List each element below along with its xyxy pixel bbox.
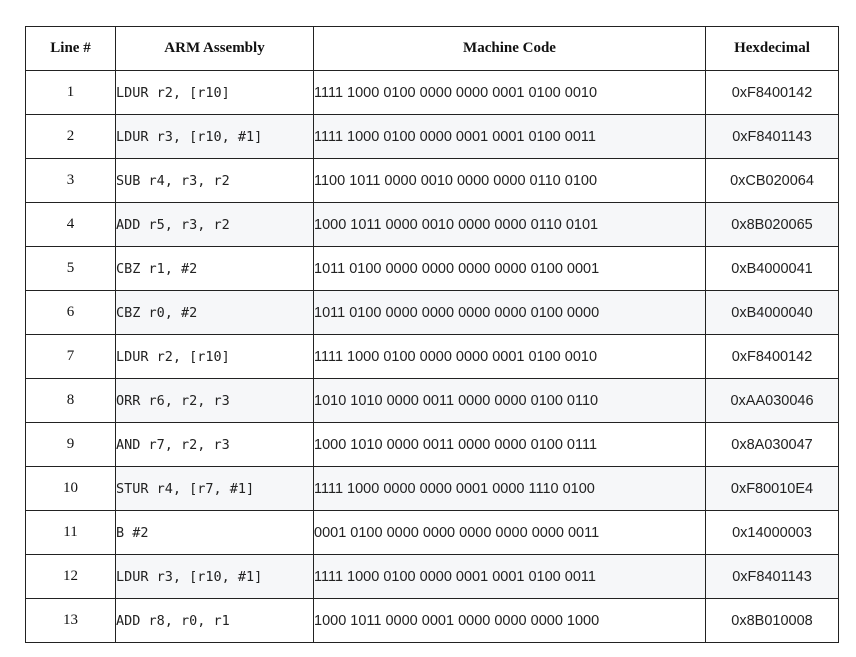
hex-cell: 0xF80010E4 (706, 467, 839, 511)
machine-code-cell: 1111 1000 0000 0000 0001 0000 1110 0100 (314, 467, 706, 511)
hex-cell: 0x14000003 (706, 511, 839, 555)
header-arm-assembly: ARM Assembly (116, 27, 314, 71)
line-number-cell: 5 (26, 247, 116, 291)
machine-code-cell: 0001 0100 0000 0000 0000 0000 0000 0011 (314, 511, 706, 555)
table-row (26, 115, 839, 159)
table-row (26, 511, 839, 555)
header-row (26, 27, 839, 71)
line-number-cell: 4 (26, 203, 116, 247)
hex-cell: 0xF8401143 (706, 555, 839, 599)
assembly-cell: SUB r4, r3, r2 (116, 159, 314, 203)
machine-code-cell: 1111 1000 0100 0000 0000 0001 0100 0010 (314, 335, 706, 379)
line-number-cell: 13 (26, 599, 116, 643)
header-line-number: Line # (26, 27, 116, 71)
table-row (26, 159, 839, 203)
line-number-cell: 9 (26, 423, 116, 467)
table-row (26, 71, 839, 115)
assembly-cell: CBZ r0, #2 (116, 291, 314, 335)
line-number-cell: 12 (26, 555, 116, 599)
table-row (26, 379, 839, 423)
hex-cell: 0xB4000041 (706, 247, 839, 291)
machine-code-cell: 1111 1000 0100 0000 0001 0001 0100 0011 (314, 115, 706, 159)
assembly-cell: LDUR r3, [r10, #1] (116, 115, 314, 159)
table-row (26, 335, 839, 379)
hex-cell: 0xF8400142 (706, 71, 839, 115)
header-machine-code: Machine Code (314, 27, 706, 71)
line-number-cell: 3 (26, 159, 116, 203)
table-row (26, 467, 839, 511)
assembly-cell: ADD r5, r3, r2 (116, 203, 314, 247)
line-number-cell: 1 (26, 71, 116, 115)
hex-cell: 0xB4000040 (706, 291, 839, 335)
machine-code-cell: 1000 1011 0000 0001 0000 0000 0000 1000 (314, 599, 706, 643)
machine-code-cell: 1111 1000 0100 0000 0000 0001 0100 0010 (314, 71, 706, 115)
assembly-cell: STUR r4, [r7, #1] (116, 467, 314, 511)
assembly-cell: LDUR r2, [r10] (116, 71, 314, 115)
line-number-cell: 10 (26, 467, 116, 511)
hex-cell: 0xCB020064 (706, 159, 839, 203)
assembly-cell: B #2 (116, 511, 314, 555)
hex-cell: 0xAA030046 (706, 379, 839, 423)
table-row (26, 247, 839, 291)
line-number-cell: 8 (26, 379, 116, 423)
machine-code-cell: 1100 1011 0000 0010 0000 0000 0110 0100 (314, 159, 706, 203)
line-number-cell: 6 (26, 291, 116, 335)
assembly-cell: AND r7, r2, r3 (116, 423, 314, 467)
hex-cell: 0xF8400142 (706, 335, 839, 379)
hex-cell: 0x8B020065 (706, 203, 839, 247)
machine-code-cell: 1111 1000 0100 0000 0001 0001 0100 0011 (314, 555, 706, 599)
assembly-cell: LDUR r3, [r10, #1] (116, 555, 314, 599)
header-hexadecimal: Hexdecimal (706, 27, 839, 71)
table-row (26, 599, 839, 643)
machine-code-cell: 1010 1010 0000 0011 0000 0000 0100 0110 (314, 379, 706, 423)
assembly-cell: CBZ r1, #2 (116, 247, 314, 291)
assembly-cell: ORR r6, r2, r3 (116, 379, 314, 423)
line-number-cell: 7 (26, 335, 116, 379)
arm-instruction-table (25, 26, 839, 643)
assembly-cell: ADD r8, r0, r1 (116, 599, 314, 643)
line-number-cell: 11 (26, 511, 116, 555)
table-row (26, 423, 839, 467)
table-row (26, 203, 839, 247)
assembly-cell: LDUR r2, [r10] (116, 335, 314, 379)
machine-code-cell: 1000 1011 0000 0010 0000 0000 0110 0101 (314, 203, 706, 247)
hex-cell: 0xF8401143 (706, 115, 839, 159)
hex-cell: 0x8A030047 (706, 423, 839, 467)
machine-code-cell: 1011 0100 0000 0000 0000 0000 0100 0000 (314, 291, 706, 335)
machine-code-cell: 1011 0100 0000 0000 0000 0000 0100 0001 (314, 247, 706, 291)
table-row (26, 555, 839, 599)
hex-cell: 0x8B010008 (706, 599, 839, 643)
machine-code-cell: 1000 1010 0000 0011 0000 0000 0100 0111 (314, 423, 706, 467)
line-number-cell: 2 (26, 115, 116, 159)
table-row (26, 291, 839, 335)
